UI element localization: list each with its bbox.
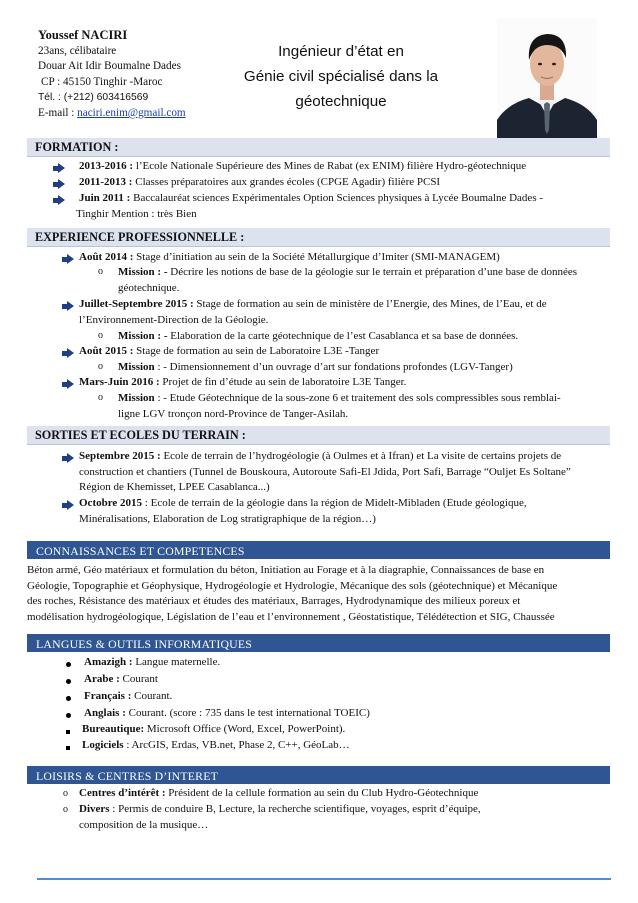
contact-block bbox=[38, 28, 186, 122]
section-formation-title: FORMATION : bbox=[35, 140, 119, 154]
circle-bullet-icon: o bbox=[98, 361, 103, 372]
sortie-item: Septembre 2015 : Ecole de terrain de l’hydrogéologie (à Oulmes et à Ifran) et La visite de certains projets de bbox=[79, 450, 562, 462]
arrow-bullet-icon bbox=[62, 254, 74, 265]
bullet-icon bbox=[66, 696, 71, 701]
arrow-bullet-icon bbox=[62, 500, 74, 511]
section-competences bbox=[27, 541, 610, 559]
experience-item: Août 2014 : Stage d’initiation au sein de la Société Métallurgique d’Imiter (SMI-MANAGEM) bbox=[79, 251, 500, 263]
arrow-bullet-icon bbox=[62, 301, 74, 312]
job-title-line1: Ingénieur d’état en bbox=[278, 43, 404, 60]
bullet-icon bbox=[66, 662, 71, 667]
job-title bbox=[218, 39, 464, 114]
square-bullet-icon bbox=[66, 746, 70, 750]
bullet-icon bbox=[66, 713, 71, 718]
experience-mission-cont: ligne LGV tronçon nord-Province de Tanger-Asilah. bbox=[118, 408, 349, 420]
experience-mission-cont: géotechnique. bbox=[118, 282, 180, 294]
experience-mission: Mission : - Etude Géotechnique de la sous-zone 6 et traitement des sols compressibles sous remblai- bbox=[118, 392, 561, 404]
section-loisirs-title: LOISIRS & CENTRES D’INTERET bbox=[36, 769, 219, 783]
competences-text bbox=[27, 563, 610, 625]
experience-item: Août 2015 : Stage de formation au sein de Laboratoire L3E -Tanger bbox=[79, 345, 380, 357]
postal-address: CP : 45150 Tinghir -Maroc bbox=[41, 75, 163, 88]
address: Douar Ait Idir Boumalne Dades bbox=[38, 60, 181, 73]
age-status: 23ans, célibataire bbox=[38, 44, 117, 57]
section-sorties-title: SORTIES ET ECOLES DU TERRAIN : bbox=[35, 428, 246, 442]
section-loisirs bbox=[27, 766, 610, 784]
email-label: E-mail : bbox=[38, 106, 75, 119]
loisir-item: Divers : Permis de conduire B, Lecture, la recherche scientifique, voyages, esprit d’équipe, bbox=[79, 803, 481, 815]
formation-item: Juin 2011 : Baccalauréat sciences Expérimentales Option Sciences physiques à Lycée Boumalne Dades - bbox=[79, 192, 544, 204]
circle-bullet-icon: o bbox=[98, 392, 103, 403]
candidate-name: Youssef NACIRI bbox=[38, 28, 128, 42]
circle-bullet-icon: o bbox=[63, 804, 68, 815]
sortie-item-cont: Région de Khemisset, LPEE Casablanca...) bbox=[79, 481, 270, 493]
experience-item: Juillet-Septembre 2015 : Stage de formation au sein de ministère de l’Energie, des Mines, de l’Eau, et de bbox=[79, 298, 547, 310]
language-item: Anglais : Courant. (score : 735 dans le test international TOEIC) bbox=[84, 707, 370, 719]
section-sorties bbox=[27, 426, 610, 445]
section-formation bbox=[27, 138, 610, 157]
email-link[interactable]: naciri.enim@gmail.com bbox=[77, 106, 186, 119]
formation-item: 2013-2016 : l’Ecole Nationale Supérieure des Mines de Rabat (ex ENIM) filière Hydro-géotechnique bbox=[79, 160, 527, 172]
competences-line: des roches, Résistance des matériaux et études des matériaux, Barrages, Hydrodynamique des milieux poreux et bbox=[27, 595, 521, 607]
arrow-bullet-icon bbox=[62, 453, 74, 464]
circle-bullet-icon: o bbox=[98, 330, 103, 341]
section-experience-title: EXPERIENCE PROFESSIONNELLE : bbox=[35, 230, 245, 244]
square-bullet-icon bbox=[66, 730, 70, 734]
phone: Tél. : (+212) 603416569 bbox=[38, 92, 149, 104]
section-langues-title: LANGUES & OUTILS INFORMATIQUES bbox=[36, 637, 253, 651]
experience-item: Mars-Juin 2016 : Projet de fin d’étude au sein de laboratoire L3E Tanger. bbox=[79, 376, 407, 388]
loisir-item: Centres d’intérêt : Président de la cellule formation au sein du Club Hydro-Géotechnique bbox=[79, 787, 479, 799]
section-langues bbox=[27, 634, 610, 652]
arrow-bullet-icon bbox=[53, 195, 65, 206]
circle-bullet-icon: o bbox=[63, 788, 68, 799]
arrow-bullet-icon bbox=[53, 163, 65, 174]
language-item: Arabe : Courant bbox=[84, 673, 158, 685]
competences-line: Béton armé, Géo matériaux et formulation du béton, Initiation au Forage et à la diagraphie, Connaissances de base en bbox=[27, 564, 545, 576]
sortie-item-cont: Minéralisations, Elaboration de Log stratigraphique de la région…) bbox=[79, 513, 376, 525]
arrow-bullet-icon bbox=[62, 348, 74, 359]
experience-item-cont: l’Environnement-Direction de la Géologie. bbox=[79, 314, 269, 326]
loisir-item-cont: composition de la musique… bbox=[79, 819, 209, 831]
experience-mission: Mission : - Elaboration de la carte géotechnique de l’est Casablanca et sa base de données. bbox=[118, 330, 519, 342]
competences-line: modélisation hydrogéologique, Législation de l’eau et l’environnement , Géostatistique, Télédétection et SIG, Chaussée bbox=[27, 610, 555, 623]
email-row bbox=[38, 106, 186, 122]
footer-divider bbox=[37, 878, 611, 880]
section-competences-title: CONNAISSANCES ET COMPETENCES bbox=[36, 544, 245, 558]
language-item: Français : Courant. bbox=[84, 690, 173, 702]
job-title-line3: géotechnique bbox=[295, 93, 387, 110]
sortie-item-cont: construction et chantiers (Tunnel de Bouskoura, Autoroute Safi-El Jdida, Port Safi, Barrage “Ouljet Es Soltane” bbox=[79, 466, 571, 478]
profile-photo bbox=[497, 18, 597, 138]
sortie-item: Octobre 2015 : Ecole de terrain de la géologie dans la région de Midelt-Mibladen (Etude géologique, bbox=[79, 497, 527, 509]
job-title-line2: Génie civil spécialisé dans la bbox=[243, 68, 439, 85]
section-experience bbox=[27, 228, 610, 247]
formation-item-cont: Tinghir Mention : très Bien bbox=[76, 208, 197, 220]
arrow-bullet-icon bbox=[62, 379, 74, 390]
circle-bullet-icon: o bbox=[98, 266, 103, 277]
arrow-bullet-icon bbox=[53, 179, 65, 190]
experience-mission: Mission : - Dimensionnement d’un ouvrage d’art sur fondations profondes (LGV-Tanger) bbox=[118, 361, 513, 373]
bullet-icon bbox=[66, 679, 71, 684]
experience-mission: Mission : - Décrire les notions de base de la géologie sur le terrain et préparation d’une base de données bbox=[118, 266, 578, 278]
tool-item: Logiciels : ArcGIS, Erdas, VB.net, Phase 2, C++, GéoLab… bbox=[82, 739, 350, 751]
formation-item: 2011-2013 : Classes préparatoires aux grandes écoles (CPGE Agadir) filière PCSI bbox=[79, 176, 441, 188]
competences-line: Géologie, Topographie et Géophysique, Hydrogéologie et Hydrologie, Mécanique des sols (géotechnique) et Mécanique bbox=[27, 579, 558, 592]
language-item: Amazigh : Langue maternelle. bbox=[84, 656, 221, 668]
tool-item: Bureautique: Microsoft Office (Word, Excel, PowerPoint). bbox=[82, 723, 346, 735]
